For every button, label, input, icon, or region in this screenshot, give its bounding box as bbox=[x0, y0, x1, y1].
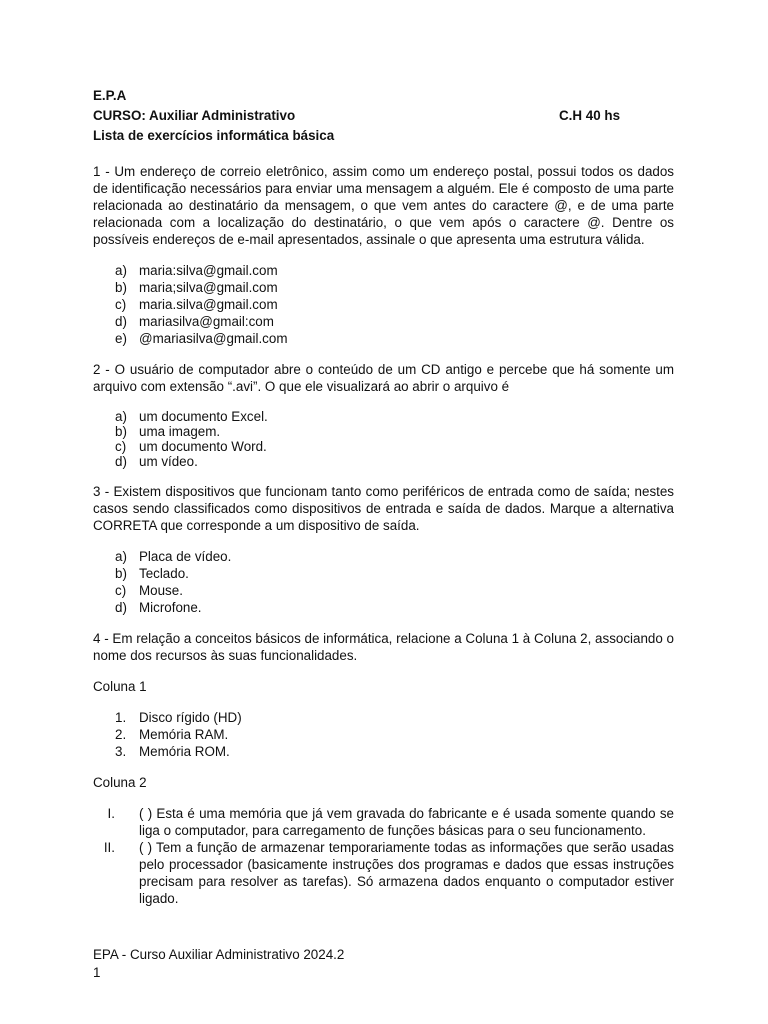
option-text: um documento Excel. bbox=[139, 409, 268, 424]
page-footer bbox=[93, 946, 344, 982]
question-4-text: 4 - Em relação a conceitos básicos de informática, relacione a Coluna 1 à Coluna 2, associando o nome dos recursos às suas funcionalidades. bbox=[93, 631, 674, 663]
item-marker: II. bbox=[103, 840, 115, 855]
document-page bbox=[93, 86, 674, 907]
option-text: mariasilva@gmail:com bbox=[139, 314, 274, 329]
option-text: Placa de vídeo. bbox=[139, 549, 232, 564]
option-c bbox=[93, 296, 674, 313]
option-marker: c) bbox=[115, 439, 127, 454]
item-text: Disco rígido (HD) bbox=[139, 710, 242, 725]
item-text: ( ) Esta é uma memória que já vem gravada do fabricante e é usada somente quando se liga o computador, para carregamento de funções básicas para o seu funcionamento. bbox=[139, 806, 674, 838]
list-title: Lista de exercícios informática básica bbox=[93, 128, 335, 143]
question-3-text: 3 - Existem dispositivos que funcionam tanto como periféricos de entrada como de saída; nestes casos sendo classificados como dispositivos de entrada e saída de dados. Marque a alternativa CORRETA que corresponde a um dispositivo de saída. bbox=[93, 484, 674, 533]
option-a bbox=[93, 262, 674, 279]
question-1-text: 1 - Um endereço de correio eletrônico, assim como um endereço postal, possui todos os dados de identificação necessários para enviar uma mensagem a alguém. Ele é composto de uma parte relacionada ao destinatário da mensagem, o que vem antes do caractere @, e de uma parte relacionada com a localização do destinatário, o que vem após o caractere @. Dentre os possíveis endereços de e-mail apresentados, assinale o que apresenta uma estrutura válida. bbox=[93, 164, 674, 247]
option-d bbox=[93, 454, 674, 469]
option-marker: d) bbox=[115, 454, 127, 469]
option-text: Mouse. bbox=[139, 583, 183, 598]
option-text: um vídeo. bbox=[139, 454, 198, 469]
option-marker: a) bbox=[115, 549, 127, 564]
footer-text: EPA - Curso Auxiliar Administrativo 2024.2 bbox=[93, 947, 345, 962]
item-marker: I. bbox=[107, 806, 115, 821]
item-text: Memória RAM. bbox=[139, 727, 229, 742]
option-b bbox=[93, 279, 674, 296]
option-marker: d) bbox=[115, 314, 127, 329]
option-a bbox=[93, 409, 674, 424]
option-c bbox=[93, 439, 674, 454]
option-d bbox=[93, 599, 674, 616]
column-1-list bbox=[93, 709, 674, 760]
question-3-options bbox=[93, 548, 674, 616]
option-marker: b) bbox=[115, 280, 127, 295]
page-number: 1 bbox=[93, 965, 101, 980]
school-name: E.P.A bbox=[93, 88, 127, 103]
column-1-item bbox=[93, 709, 674, 726]
option-marker: a) bbox=[115, 409, 127, 424]
option-marker: c) bbox=[115, 583, 127, 598]
question-2-text: 2 - O usuário de computador abre o conteúdo de um CD antigo e percebe que há somente um arquivo com extensão “.avi”. O que ele visualizará ao abrir o arquivo é bbox=[93, 362, 674, 394]
item-text: ( ) Tem a função de armazenar temporariamente todas as informações que serão usadas pelo processador (basicamente instruções dos programas e dados que essas instruções precisam para resolver as tarefas). Só armazena dados enquanto o computador estiver ligado. bbox=[139, 840, 674, 906]
option-text: @mariasilva@gmail.com bbox=[139, 331, 288, 346]
option-text: uma imagem. bbox=[139, 424, 221, 439]
option-marker: c) bbox=[115, 297, 127, 312]
question-1-options bbox=[93, 262, 674, 347]
option-text: Teclado. bbox=[139, 566, 189, 581]
question-2-options bbox=[93, 409, 674, 469]
option-marker: b) bbox=[115, 424, 127, 439]
column-2-list bbox=[93, 805, 674, 907]
column-1-item bbox=[93, 726, 674, 743]
item-marker: 3. bbox=[115, 744, 127, 759]
column-1-title: Coluna 1 bbox=[93, 679, 147, 694]
option-a bbox=[93, 548, 674, 565]
item-marker: 1. bbox=[115, 710, 127, 725]
option-marker: a) bbox=[115, 263, 127, 278]
column-1-item bbox=[93, 743, 674, 760]
option-text: maria.silva@gmail.com bbox=[139, 297, 278, 312]
option-b bbox=[93, 424, 674, 439]
option-marker: b) bbox=[115, 566, 127, 581]
option-text: um documento Word. bbox=[139, 439, 267, 454]
course-row bbox=[93, 106, 674, 126]
option-text: maria:silva@gmail.com bbox=[139, 263, 278, 278]
course-hours: C.H 40 hs bbox=[559, 108, 621, 123]
column-2-item bbox=[93, 805, 674, 839]
course-title: CURSO: Auxiliar Administrativo bbox=[93, 108, 296, 123]
column-2-title: Coluna 2 bbox=[93, 775, 147, 790]
option-marker: d) bbox=[115, 600, 127, 615]
option-text: Microfone. bbox=[139, 600, 202, 615]
option-c bbox=[93, 582, 674, 599]
option-b bbox=[93, 565, 674, 582]
item-text: Memória ROM. bbox=[139, 744, 230, 759]
option-d bbox=[93, 313, 674, 330]
item-marker: 2. bbox=[115, 727, 127, 742]
option-marker: e) bbox=[115, 331, 127, 346]
option-text: maria;silva@gmail.com bbox=[139, 280, 278, 295]
column-2-item bbox=[93, 839, 674, 907]
option-e bbox=[93, 330, 674, 347]
